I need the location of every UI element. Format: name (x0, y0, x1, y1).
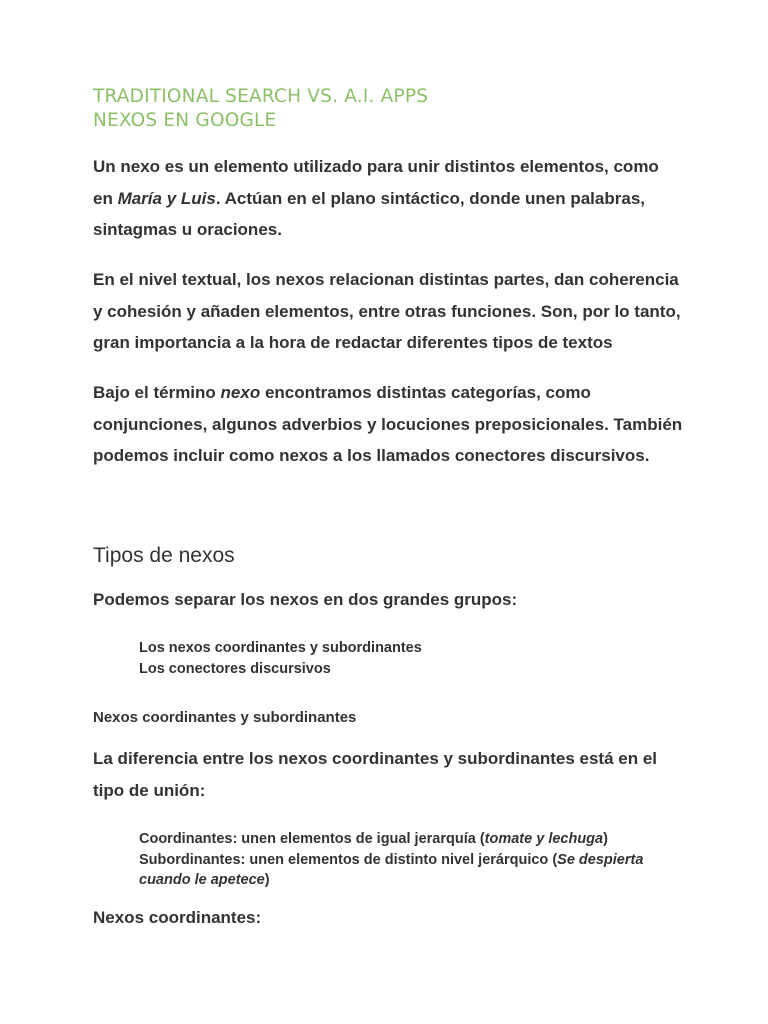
subord-item-example: Se despierta cuando le apetece (139, 851, 644, 888)
intro-paragraph-2: En el nivel textual, los nexos relacionan distintas partes, dan coherencia y cohesión y añaden elementos, entre otras funciones. Son, por lo tanto, gran importancia a la hora de redactar diferentes tipos de textos (93, 270, 681, 353)
coord-list (139, 829, 659, 891)
list-item: Los nexos coordinantes y subordinantes (139, 640, 422, 656)
coord-item-close: ) (603, 831, 608, 847)
intro-p3-term: nexo (220, 383, 261, 402)
intro-p1-text-b: . Actúan en el plano sintáctico, donde unen palabras, sintagmas u oraciones. (93, 188, 645, 240)
subord-item-close: ) (264, 872, 270, 888)
intro-p3-text-a: Bajo el término (93, 383, 221, 402)
coord-item-text: Coordinantes: unen elementos de igual jerarquía ( (139, 831, 485, 847)
intro-p3-text-b: encontramos distintas categorías, como conjunciones, algunos adverbios y locuciones preposicionales. También podemos incluir como nexos a los llamados conectores discursivos. (93, 383, 683, 466)
types-heading: Tipos de nexos (93, 544, 235, 567)
coord-heading: Nexos coordinantes y subordinantes (93, 709, 357, 726)
intro-p1-example: María y Luis (117, 188, 216, 208)
header-line-2: NEXOS EN GOOGLE (93, 110, 277, 131)
list-item (139, 850, 659, 891)
list-item (139, 829, 659, 850)
document-header (93, 85, 428, 133)
types-list (139, 638, 659, 679)
coord-paragraph: La diferencia entre los nexos coordinantes y subordinantes está en el tipo de unión: (93, 749, 658, 800)
subord-item-text: Subordinantes: unen elementos de distinto nivel jerárquico ( (139, 851, 558, 868)
header-line-1: TRADITIONAL SEARCH VS. A.I. APPS (93, 86, 429, 107)
coordinantes-heading: Nexos coordinantes: (93, 908, 262, 927)
intro-p1-text-a: Un nexo es un elemento utilizado para unir distintos elementos, como en (93, 157, 659, 208)
coord-item-example: tomate y lechuga (484, 831, 604, 847)
types-lead: Podemos separar los nexos en dos grandes grupos: (93, 590, 518, 609)
intro-paragraph-1 (93, 151, 683, 246)
intro-paragraph-3 (93, 377, 683, 472)
list-item: Los conectores discursivos (139, 660, 331, 677)
